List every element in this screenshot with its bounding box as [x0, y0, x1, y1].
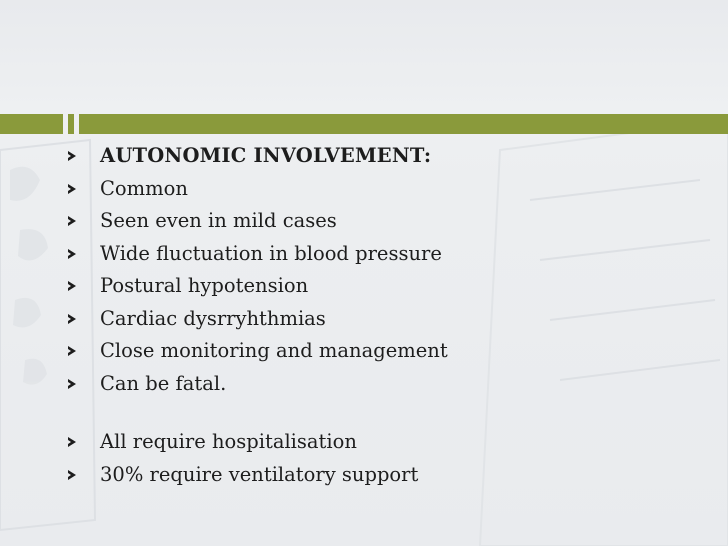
accent-stripe-right — [79, 114, 728, 134]
bullet-list — [66, 140, 706, 491]
list-item — [66, 173, 706, 206]
list-item — [66, 459, 706, 492]
arrow-bullet-icon — [68, 184, 76, 194]
arrow-bullet-icon — [68, 249, 76, 259]
list-item — [66, 335, 706, 368]
arrow-bullet-icon — [68, 151, 76, 161]
arrow-bullet-icon — [68, 281, 76, 291]
list-item — [66, 140, 706, 173]
bullet-text: Common — [100, 176, 188, 200]
list-item — [66, 426, 706, 459]
arrow-bullet-icon — [68, 314, 76, 324]
arrow-bullet-icon — [68, 216, 76, 226]
accent-stripe-middle — [68, 114, 74, 134]
list-item — [66, 205, 706, 238]
bullet-text: Wide fluctuation in blood pressure — [100, 241, 442, 265]
bullet-text: AUTONOMIC INVOLVEMENT: — [100, 144, 432, 167]
arrow-bullet-icon — [68, 379, 76, 389]
list-item — [66, 303, 706, 336]
bullet-text: Postural hypotension — [100, 274, 309, 297]
bullet-text: Can be fatal. — [100, 371, 227, 395]
arrow-bullet-icon — [68, 346, 76, 356]
bullet-text: Close monitoring and management — [100, 339, 448, 362]
accent-stripe-left — [0, 114, 63, 134]
bullet-text: Seen even in mild cases — [100, 209, 337, 232]
bullet-text: All require hospitalisation — [100, 430, 357, 453]
list-item — [66, 368, 706, 401]
arrow-bullet-icon — [68, 470, 76, 480]
bullet-text: 30% require ventilatory support — [100, 462, 419, 486]
arrow-bullet-icon — [68, 437, 76, 447]
bullet-text: Cardiac dysrryhthmias — [100, 306, 326, 330]
list-item — [66, 270, 706, 303]
list-item — [66, 238, 706, 271]
title-area — [0, 0, 728, 112]
